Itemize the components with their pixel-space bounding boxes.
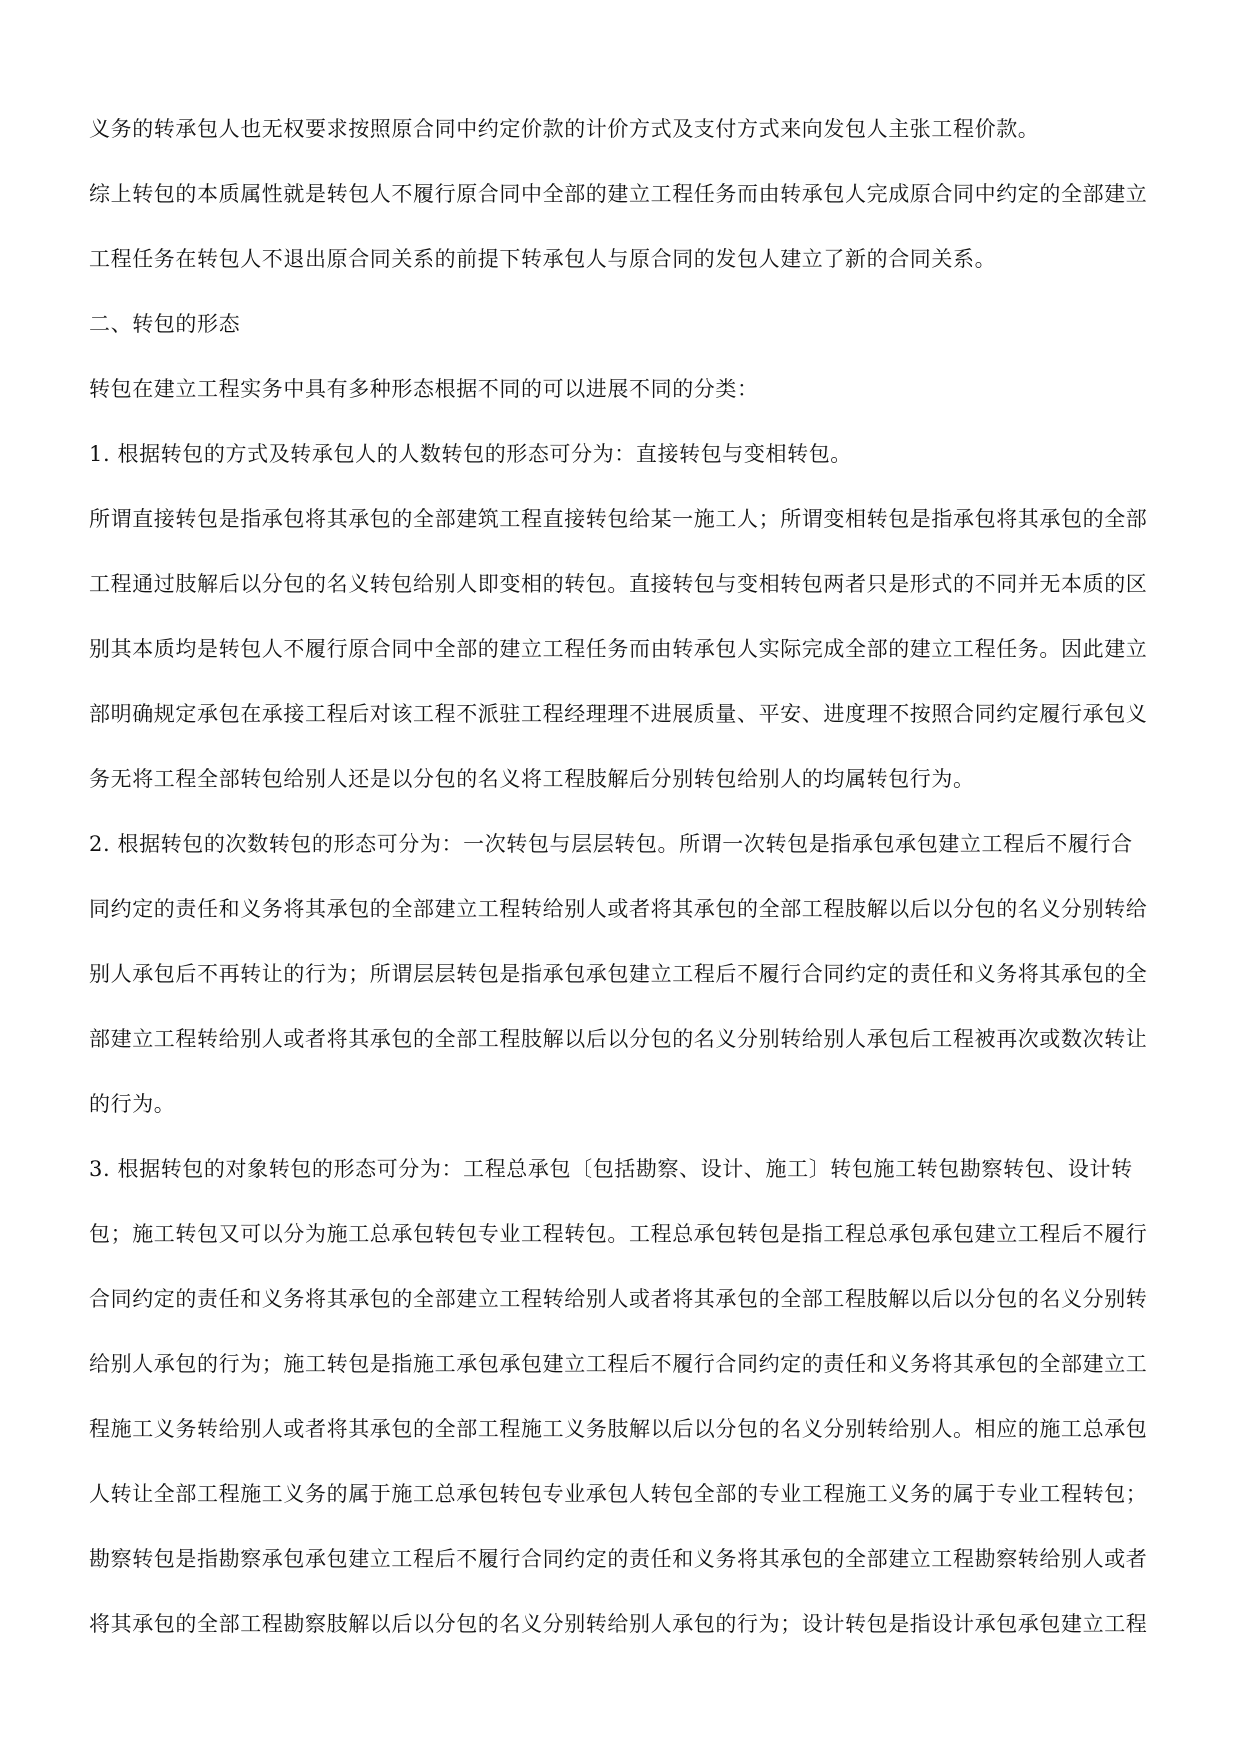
list-item-3: 3. 根据转包的对象转包的形态可分为：工程总承包〔包括勘察、设计、施工〕转包施工转包勘察转包、设计转包；施工转包又可以分为施工总承包转包专业工程转包。工程总承包转包是指工程总承包承包建立工程后不履行合同约定的责任和义务将其承包的全部建立工程转给别人或者将其承包的全部工程肢解以后以分包的名义分别转给别人承包的行为；施工转包是指施工承包承包建立工程后不履行合同约定的责任和义务将其承包的全部建立工程施工义务转给别人或者将其承包的全部工程施工义务肢解以后以分包的名义分别转给别人。相应的施工总承包人转让全部工程施工义务的属于施工总承包转包专业承包人转包全部的专业工程施工义务的属于专业工程转包；勘察转包是指勘察承包承包建立工程后不履行合同约定的责任和义务将其承包的全部建立工程勘察转给别人或者将其承包的全部工程勘察肢解以后以分包的名义分别转给别人承包的行为；设计转包是指设计承包承包建立工程	[89, 1157, 1148, 1636]
section-heading: 二、转包的形态	[89, 312, 241, 336]
paragraph-intro: 转包在建立工程实务中具有多种形态根据不同的可以进展不同的分类：	[89, 377, 759, 401]
document-body	[89, 97, 1152, 1657]
paragraph-summary: 综上转包的本质属性就是转包人不履行原合同中全部的建立工程任务而由转承包人完成原合同中约定的全部建立工程任务在转包人不退出原合同关系的前提下转承包人与原合同的发包人建立了新的合同关系。	[89, 182, 1148, 271]
paragraph-continuation: 义务的转承包人也无权要求按照原合同中约定价款的计价方式及支付方式来向发包人主张工程价款。	[89, 117, 1040, 141]
list-item-2: 2. 根据转包的次数转包的形态可分为：一次转包与层层转包。所谓一次转包是指承包承包建立工程后不履行合同约定的责任和义务将其承包的全部建立工程转给别人或者将其承包的全部工程肢解以后以分包的名义分别转给别人承包后不再转让的行为；所谓层层转包是指承包承包建立工程后不履行合同约定的责任和义务将其承包的全部建立工程转给别人或者将其承包的全部工程肢解以后以分包的名义分别转给别人承包后工程被再次或数次转让的行为。	[89, 832, 1148, 1116]
paragraph-direct-transfer: 所谓直接转包是指承包将其承包的全部建筑工程直接转包给某一施工人；所谓变相转包是指承包将其承包的全部工程通过肢解后以分包的名义转包给别人即变相的转包。直接转包与变相转包两者只是形式的不同并无本质的区别其本质均是转包人不履行原合同中全部的建立工程任务而由转承包人实际完成全部的建立工程任务。因此建立部明确规定承包在承接工程后对该工程不派驻工程经理理不进展质量、平安、进度理不按照合同约定履行承包义务无将工程全部转包给别人还是以分包的名义将工程肢解后分别转包给别人的均属转包行为。	[89, 507, 1148, 791]
list-item-1: 1. 根据转包的方式及转承包人的人数转包的形态可分为：直接转包与变相转包。	[89, 442, 852, 466]
